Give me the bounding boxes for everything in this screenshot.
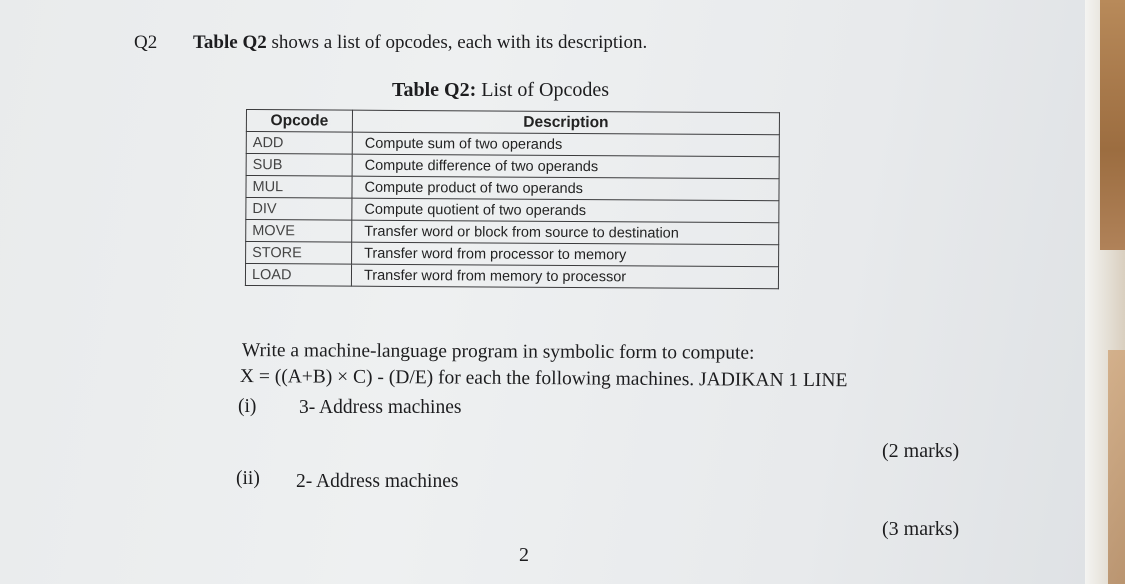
description-cell: Transfer word from processor to memory [352,242,779,267]
table-row [246,242,779,267]
table-caption-title: List of Opcodes [476,79,610,101]
opcode-cell: STORE [246,242,352,265]
opcode-cell: LOAD [245,264,351,287]
question-stem-text: shows a list of opcodes, each with its description. [266,32,648,53]
opcode-cell: ADD [246,132,352,155]
table-row [246,198,779,223]
wood-background [1100,0,1125,250]
wood-background-lower [1108,350,1125,584]
description-cell: Transfer word from memory to processor [351,264,778,289]
question-number: Q2 [134,32,158,53]
opcode-cell: MOVE [246,220,352,243]
description-cell: Transfer word or block from source to destination [352,220,779,245]
task-expression: X = ((A+B) × C) - (D/E) for each the following machines. JADIKAN 1 LINE [239,366,848,392]
opcode-cell: MUL [246,176,352,199]
table-row [246,132,779,157]
sub-question-text: 2- Address machines [296,471,459,492]
description-cell: Compute sum of two operands [352,132,779,157]
header-opcode: Opcode [246,110,352,133]
opcode-cell: DIV [246,198,352,221]
sub-question-text: 3- Address machines [299,397,462,418]
task-instruction: Write a machine-language program in symbolic form to compute: [241,340,755,364]
table-row [246,154,779,179]
table-row [246,176,779,201]
opcode-cell: SUB [246,154,352,177]
question-stem [193,32,647,54]
description-cell: Compute difference of two operands [352,154,779,179]
table-header-row [246,110,779,135]
table-caption [392,79,609,102]
question-stem-table-ref: Table Q2 [193,32,267,53]
table-row [246,220,779,245]
page-number: 2 [519,544,529,566]
sub-question-number: (ii) [236,468,260,489]
description-cell: Compute product of two operands [352,176,779,201]
table-row [245,264,778,289]
table-caption-label: Table Q2: [392,79,477,101]
marks-label: (2 marks) [882,440,960,462]
description-cell: Compute quotient of two operands [352,198,779,223]
opcode-table [245,109,780,289]
header-description: Description [352,110,779,135]
sub-question-number: (i) [238,396,257,417]
marks-label: (3 marks) [882,518,960,540]
